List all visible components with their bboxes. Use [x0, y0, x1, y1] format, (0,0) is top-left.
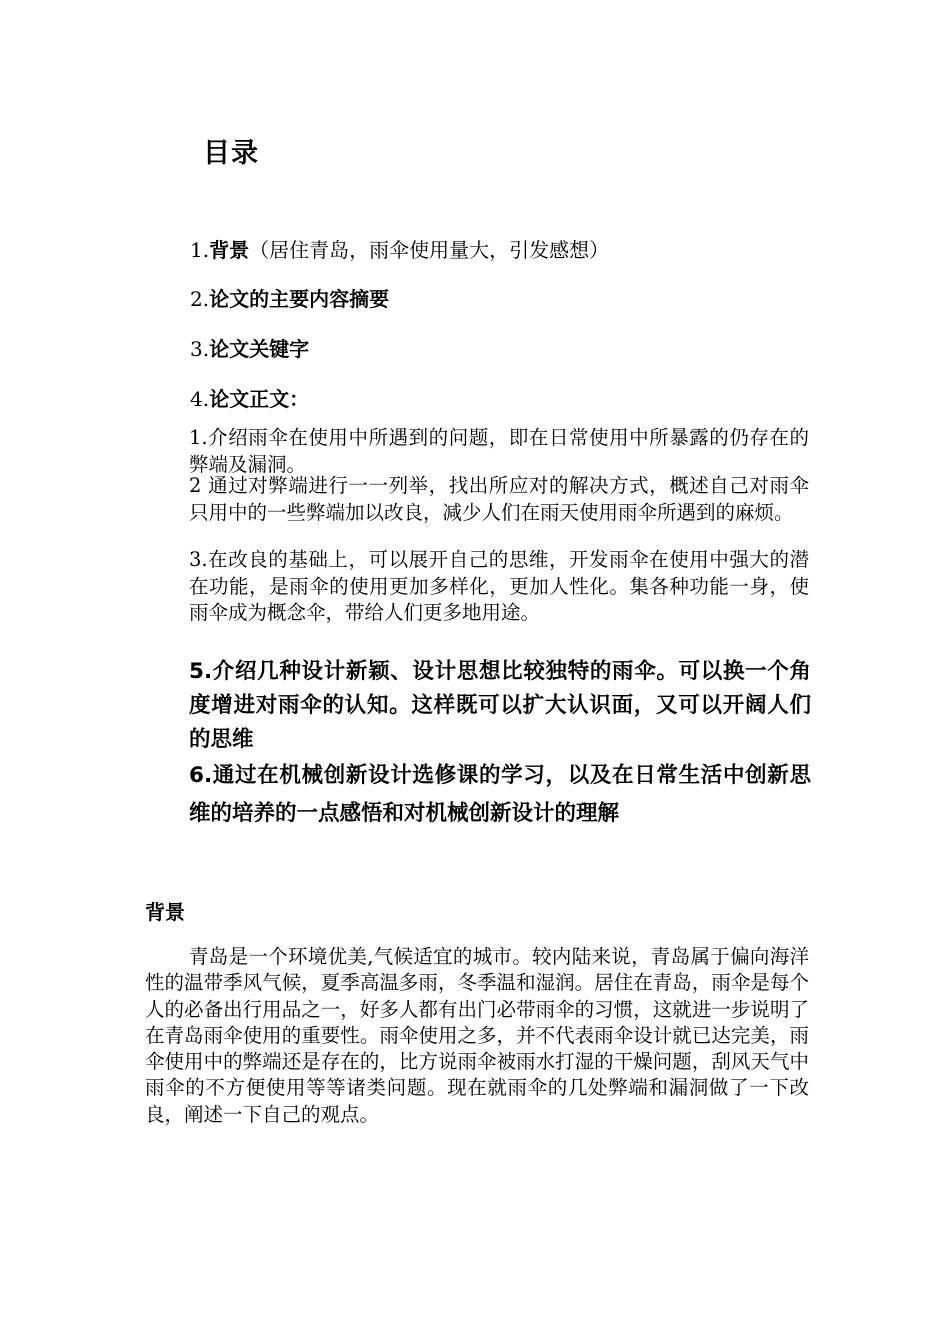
toc-item-heading: 论文的主要内容摘要	[209, 287, 390, 311]
toc-item-note: （居住青岛，雨伞使用量大，引发感想）	[249, 238, 610, 262]
toc-item-heading: 背景	[209, 238, 250, 262]
outline-point-6: 6.通过在机械创新设计选修课的学习，以及在日常生活中创新思维的培养的一点感悟和对机械创新设计的理解	[189, 763, 811, 826]
outline-point-2: 2 通过对弊端进行一一列举，找出所应对的解决方式，概述自己对雨伞只用中的一些弊端加以改良，减少人们在雨天使用雨伞所遇到的麻烦。	[189, 474, 809, 524]
background-paragraph: 青岛是一个环境优美,气候适宜的城市。较内陆来说，青岛属于偏向海洋性的温带季风气候，夏季高温多雨，冬季温和湿润。居住在青岛，雨伞是每个人的必备出行用品之一，好多人都有出门必带雨伞的习惯，这就进一步说明了在青岛雨伞使用的重要性。雨伞使用之多，并不代表雨伞设计就已达完美，雨伞使用中的弊端还是存在的，比方说雨伞被雨水打湿的干燥问题，刮风天气中雨伞的不方便使用等等诸类问题。现在就雨伞的几处弊端和漏洞做了一下改良，阐述一下自己的观点。	[145, 945, 809, 1126]
background-heading: 背景	[145, 900, 185, 924]
toc-item-main-text	[190, 386, 309, 412]
toc-title: 目录	[203, 138, 259, 169]
outline-point-1: 1.介绍雨伞在使用中所遇到的问题，即在日常使用中所暴露的仍存在的弊端及漏洞。	[189, 426, 809, 476]
toc-item-heading: 论文关键字	[209, 337, 310, 361]
toc-item-keywords	[190, 336, 309, 362]
outline-point-3: 3.在改良的基础上，可以展开自己的思维，开发雨伞在使用中强大的潜在功能，是雨伞的使用更加多样化，更加人性化。集各种功能一身，使雨伞成为概念伞，带给人们更多地用途。	[189, 548, 809, 624]
toc-item-summary	[190, 286, 389, 312]
toc-item-background	[190, 237, 609, 263]
toc-item-number: 2.	[190, 287, 210, 311]
toc-item-number: 4.	[190, 387, 210, 411]
outline-point-5: 5.介绍几种设计新颖、设计思想比较独特的雨伞。可以换一个角度增进对雨伞的认知。这样既可以扩大认识面，又可以开阔人们的思维	[189, 659, 811, 752]
toc-item-heading: 论文正文：	[209, 387, 310, 411]
toc-item-number: 1.	[190, 238, 210, 262]
toc-item-number: 3.	[190, 337, 210, 361]
